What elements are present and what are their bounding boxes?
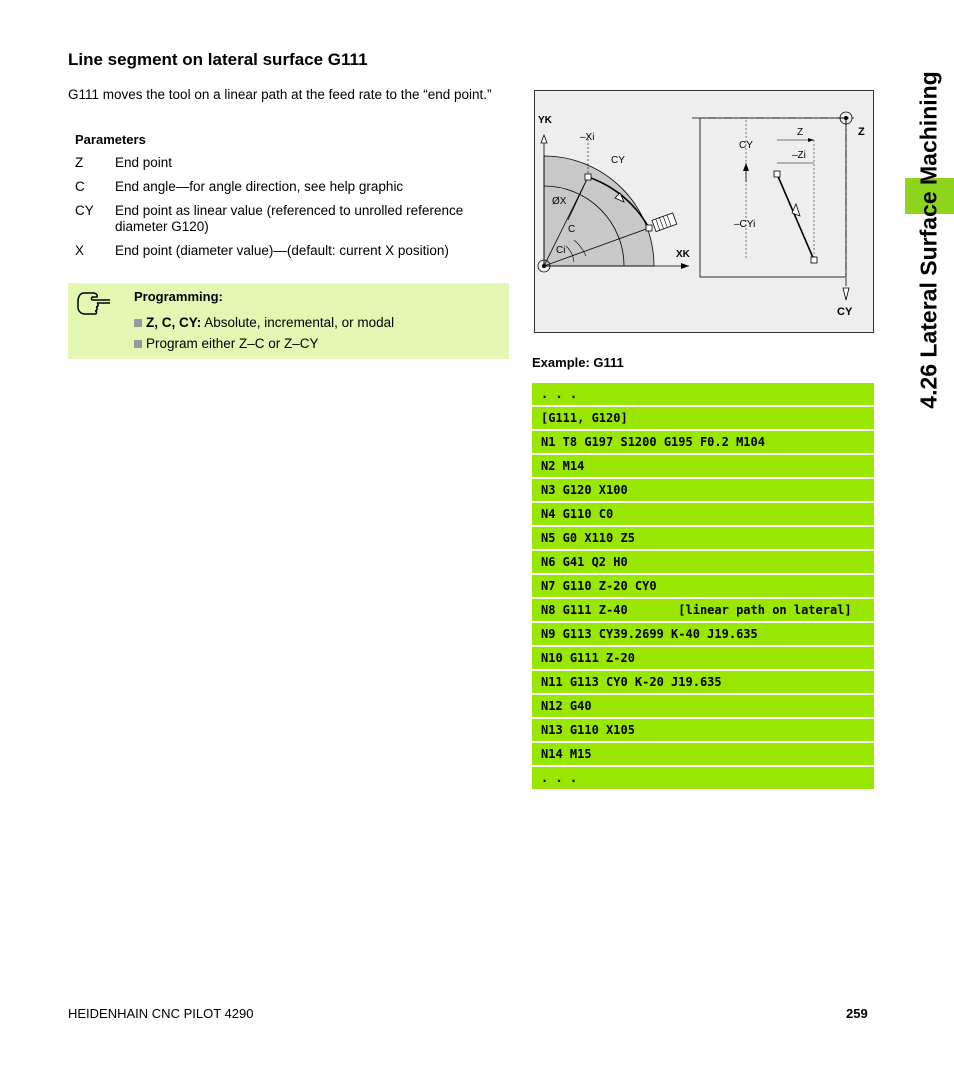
- footer-product: HEIDENHAIN CNC PILOT 4290: [68, 1006, 254, 1021]
- parameter-key: Z: [75, 155, 84, 170]
- pointing-hand-icon: [76, 291, 112, 317]
- code-line: N3 G120 X100: [532, 479, 874, 501]
- code-line: N10 G111 Z-20: [532, 647, 874, 669]
- code-line: . . .: [532, 767, 874, 789]
- bullet-icon: [134, 340, 142, 348]
- parameters-heading: Parameters: [75, 132, 146, 147]
- parameter-desc: End point as linear value (referenced to unrolled reference diameter G120): [115, 203, 464, 234]
- code-line: N14 M15: [532, 743, 874, 765]
- g111-help-graphic: [534, 90, 874, 333]
- chapter-side-title: 4.26 Lateral Surface Machining: [915, 71, 942, 409]
- code-line: N1 T8 G197 S1200 G195 F0.2 M104: [532, 431, 874, 453]
- parameter-desc: End point: [115, 155, 173, 170]
- parameter-desc: End point (diameter value)—(default: current X position): [115, 243, 449, 258]
- code-line: N8 G111 Z-40 [linear path on lateral]: [532, 599, 874, 621]
- code-line: N7 G110 Z-20 CY0: [532, 575, 874, 597]
- parameter-key: X: [75, 243, 85, 258]
- code-line: N6 G41 Q2 H0: [532, 551, 874, 573]
- note-item-bold: Z, C, CY:: [146, 315, 202, 330]
- code-line: N9 G113 CY39.2699 K-40 J19.635: [532, 623, 874, 645]
- note-item: [134, 315, 394, 330]
- cyi-label: –CYi: [734, 219, 756, 230]
- intro-text: G111 moves the tool on a linear path at the feed rate to the “end point.”: [68, 87, 492, 102]
- ci-label: Ci: [556, 245, 566, 256]
- xi-label: –Xi: [580, 132, 595, 143]
- code-line: N2 M14: [532, 455, 874, 477]
- code-line: N5 G0 X110 Z5: [532, 527, 874, 549]
- parameter-desc: End angle—for angle direction, see help graphic: [115, 179, 404, 194]
- section-title: Line segment on lateral surface G111: [68, 50, 368, 69]
- code-line: [G111, G120]: [532, 407, 874, 429]
- cy-label-right: CY: [739, 140, 753, 151]
- code-line: N13 G110 X105: [532, 719, 874, 741]
- unrolled-surface: [700, 118, 846, 277]
- programming-note: [68, 283, 509, 359]
- yk-label: YK: [538, 115, 552, 126]
- bullet-icon: [134, 319, 142, 327]
- note-item-text: Absolute, incremental, or modal: [204, 315, 395, 330]
- cy-axis-label: CY: [837, 306, 853, 318]
- example-title: Example: G111: [532, 355, 624, 370]
- zi-label: –Zi: [792, 150, 806, 161]
- xk-label: XK: [676, 249, 690, 260]
- note-item: [134, 336, 319, 351]
- z-axis-label: Z: [858, 126, 865, 138]
- ox-label: ØX: [552, 196, 567, 207]
- code-line: . . .: [532, 383, 874, 405]
- code-line: N12 G40: [532, 695, 874, 717]
- path-start-marker: [774, 171, 780, 177]
- note-title: Programming:: [134, 289, 223, 304]
- path-end-marker: [811, 257, 817, 263]
- start-point-marker: [585, 174, 591, 180]
- c-label: C: [568, 224, 576, 235]
- end-point-marker: [646, 225, 652, 231]
- code-line: N11 G113 CY0 K-20 J19.635: [532, 671, 874, 693]
- cy-label: CY: [611, 155, 625, 166]
- page-number: 259: [846, 1006, 868, 1021]
- parameter-key: C: [75, 179, 85, 194]
- parameter-key: CY: [75, 203, 94, 218]
- note-item-text: Program either Z–C or Z–CY: [146, 336, 319, 351]
- code-line: N4 G110 C0: [532, 503, 874, 525]
- z-small-label: Z: [797, 127, 804, 138]
